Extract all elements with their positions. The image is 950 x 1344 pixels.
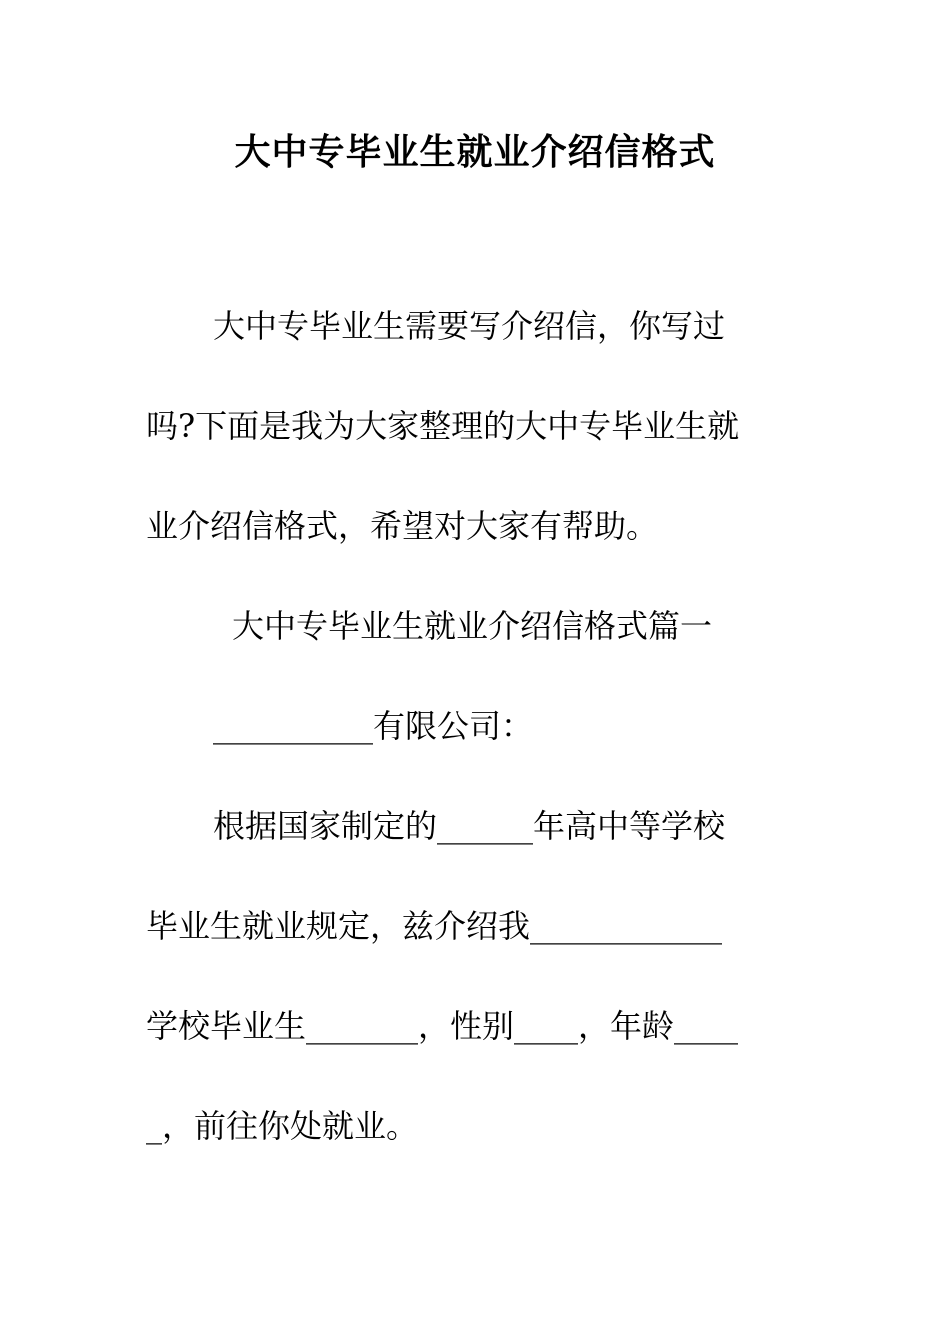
body-line-2: 毕业生就业规定，兹介绍我____________ — [146, 907, 723, 945]
intro-line-3: 业介绍信格式，希望对大家有帮助。 — [146, 507, 659, 545]
body-line-3: 学校毕业生_______，性别____，年龄____ — [146, 1007, 739, 1045]
document-title: 大中专毕业生就业介绍信格式 — [234, 132, 716, 173]
intro-line-1: 大中专毕业生需要写介绍信，你写过 — [213, 307, 726, 345]
section-heading: 大中专毕业生就业介绍信格式篇一 — [232, 607, 713, 645]
body-line-4: _，前往你处就业。 — [146, 1107, 419, 1145]
body-line-1: 根据国家制定的______年高中等学校 — [213, 807, 726, 845]
salutation-line: __________有限公司： — [213, 707, 534, 745]
intro-line-2: 吗?下面是我为大家整理的大中专毕业生就 — [146, 407, 740, 445]
